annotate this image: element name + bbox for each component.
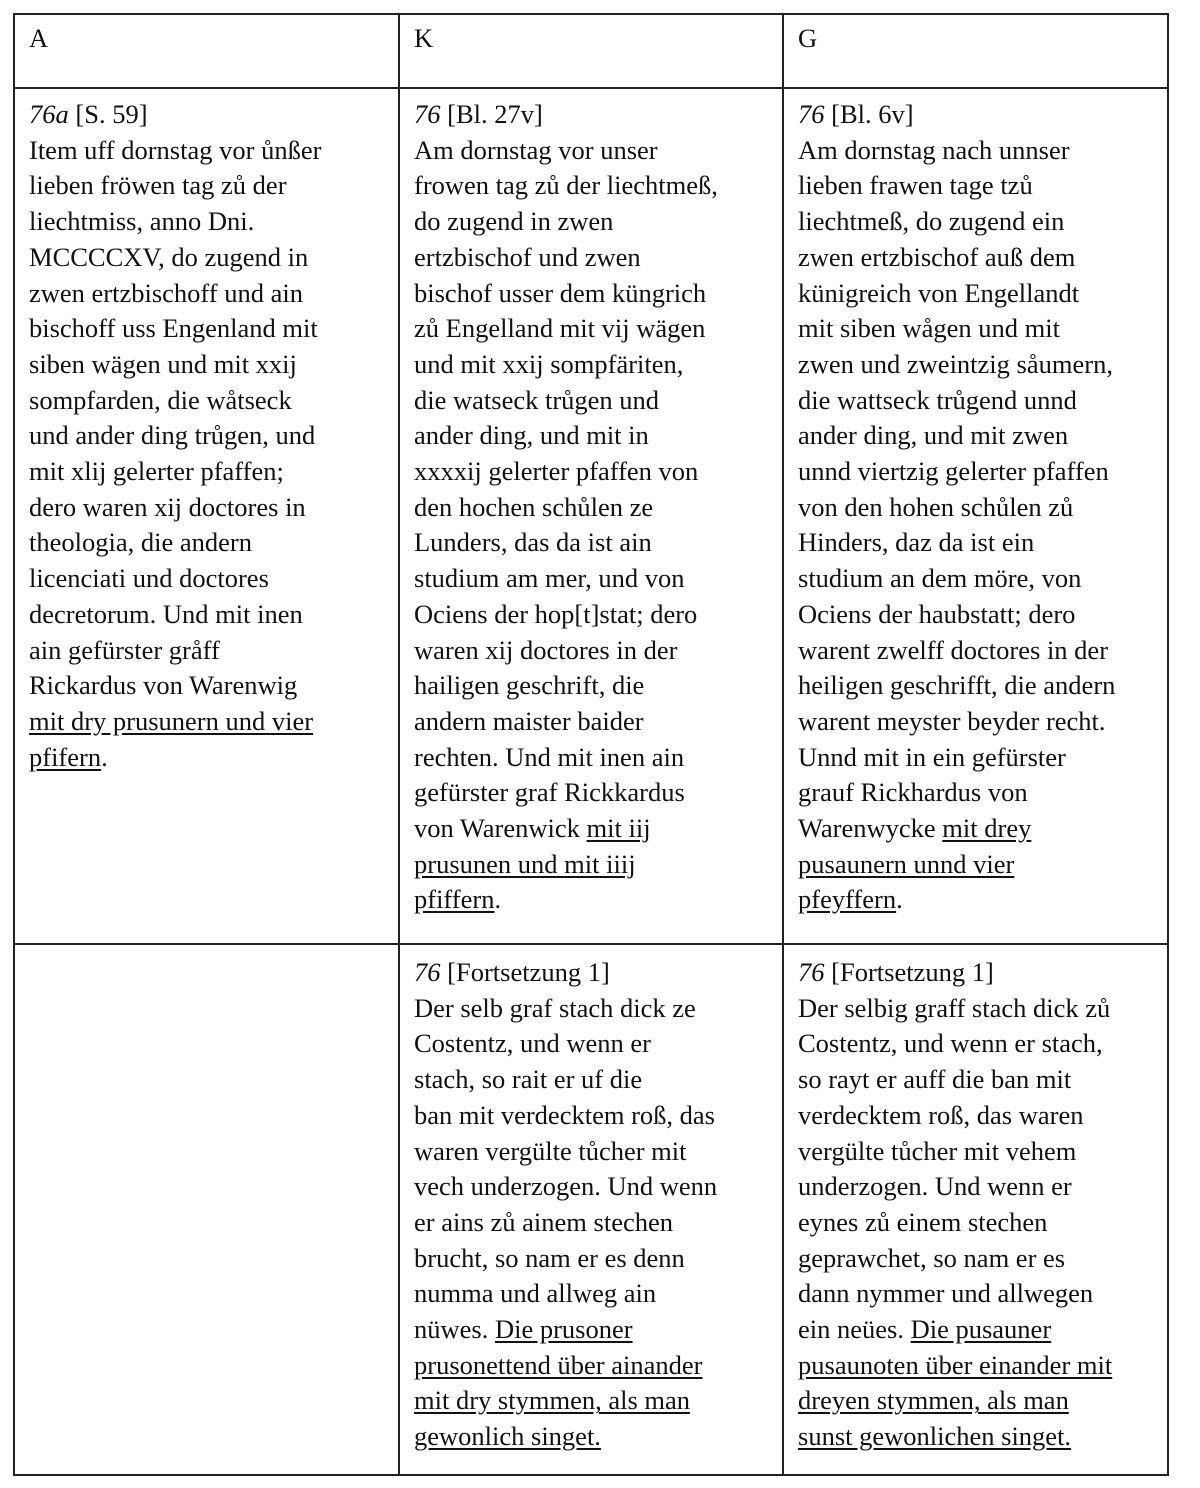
line-text: die watseck trůgen und bbox=[414, 384, 660, 415]
line-text: grauf Rickhardus von bbox=[798, 777, 1028, 808]
line-text: liechtmeß, do zugend ein bbox=[798, 206, 1065, 237]
text-line bbox=[798, 561, 1153, 597]
line-text-after: . bbox=[101, 741, 108, 772]
line-text: theologia, die andern bbox=[29, 527, 252, 558]
line-text: liechtmiss, anno Dni. bbox=[29, 206, 255, 237]
line-text: Hinders, daz da ist ein bbox=[798, 527, 1035, 558]
text-line bbox=[414, 1241, 768, 1277]
text-line bbox=[798, 276, 1153, 312]
text-line bbox=[798, 740, 1153, 776]
text-line bbox=[29, 597, 384, 633]
text-line bbox=[414, 1276, 768, 1312]
text-line bbox=[798, 1419, 1153, 1455]
line-text: Am dornstag vor unser bbox=[414, 134, 658, 165]
text-line bbox=[29, 204, 384, 240]
line-text: underzogen. Und wenn er bbox=[798, 1171, 1072, 1202]
text-line bbox=[29, 168, 384, 204]
text-line bbox=[798, 133, 1153, 169]
text-line bbox=[414, 454, 768, 490]
text-line bbox=[29, 668, 384, 704]
entry-heading bbox=[414, 97, 768, 133]
text-line bbox=[798, 1241, 1153, 1277]
text-line bbox=[798, 1134, 1153, 1170]
cell-a-76a bbox=[14, 88, 399, 944]
underlined-text: prusunen und mit iiij bbox=[414, 848, 636, 879]
line-text: Der selbig graff stach dick zů bbox=[798, 992, 1111, 1023]
underlined-text: pusaunern unnd vier bbox=[798, 848, 1015, 879]
text-line bbox=[798, 1098, 1153, 1134]
text-line bbox=[798, 704, 1153, 740]
text-line bbox=[798, 1062, 1153, 1098]
line-text: so rayt er auff die ban mit bbox=[798, 1064, 1072, 1095]
text-line bbox=[414, 525, 768, 561]
underlined-text: mit dry prusunern und vier bbox=[29, 705, 314, 736]
text-line bbox=[798, 418, 1153, 454]
text-line bbox=[29, 276, 384, 312]
entry-number: 76 bbox=[414, 957, 441, 987]
line-text: zwen und zweintzig såumern, bbox=[798, 348, 1113, 379]
text-line bbox=[29, 347, 384, 383]
underlined-text: prusonettend über ainander bbox=[414, 1349, 703, 1380]
line-text: Costentz, und wenn er bbox=[414, 1028, 651, 1059]
line-text: Rickardus von Warenwig bbox=[29, 670, 298, 701]
line-text: lieben fröwen tag zů der bbox=[29, 170, 287, 201]
line-text: vergülte tůcher mit vehem bbox=[798, 1135, 1077, 1166]
underlined-text: gewonlich singet. bbox=[414, 1421, 601, 1452]
source-reference: [Bl. 27v] bbox=[440, 99, 543, 129]
text-line bbox=[798, 454, 1153, 490]
underlined-text: mit drey bbox=[942, 813, 1032, 844]
line-text: eynes zů einem stechen bbox=[798, 1206, 1048, 1237]
text-line bbox=[798, 1169, 1153, 1205]
line-text: künigreich von Engellandt bbox=[798, 277, 1080, 308]
text-line bbox=[29, 490, 384, 526]
line-text: Am dornstag nach unnser bbox=[798, 134, 1070, 165]
entry-heading bbox=[798, 97, 1153, 133]
line-text: ander ding, und mit in bbox=[414, 420, 649, 451]
line-text: ain gefürster gråff bbox=[29, 634, 220, 665]
entry-heading bbox=[414, 955, 768, 991]
line-text-after: . bbox=[494, 884, 502, 915]
text-line bbox=[414, 311, 768, 347]
underlined-text: pfeyffern bbox=[798, 884, 897, 915]
text-line bbox=[414, 561, 768, 597]
text-line bbox=[414, 633, 768, 669]
text-line bbox=[414, 1026, 768, 1062]
text-line bbox=[798, 1276, 1153, 1312]
text-line bbox=[414, 991, 768, 1027]
underlined-text: dreyen stymmen, als man bbox=[798, 1385, 1069, 1416]
text-line bbox=[798, 525, 1153, 561]
text-line bbox=[414, 775, 768, 811]
source-reference: [Bl. 6v] bbox=[824, 99, 914, 129]
line-text: Ociens der haubstatt; dero bbox=[798, 598, 1076, 629]
line-text: frowen tag zů der liechtmeß, bbox=[414, 170, 718, 201]
text-line bbox=[29, 561, 384, 597]
line-text: die wattseck trůgend unnd bbox=[798, 384, 1077, 415]
entry-heading bbox=[29, 97, 384, 133]
synopsis-table bbox=[13, 13, 1169, 1476]
text-line bbox=[29, 418, 384, 454]
line-text: mit xlij gelerter pfaffen; bbox=[29, 456, 284, 487]
line-text: warent meyster beyder recht. bbox=[798, 705, 1106, 736]
text-line bbox=[798, 775, 1153, 811]
table-row bbox=[14, 88, 1168, 944]
line-text: siben wägen und mit xxij bbox=[29, 348, 297, 379]
underlined-text: pfiffern bbox=[414, 884, 495, 915]
text-line bbox=[414, 1169, 768, 1205]
text-line bbox=[798, 633, 1153, 669]
text-line bbox=[798, 597, 1153, 633]
line-text: xxxxij gelerter pfaffen von bbox=[414, 456, 699, 487]
line-text: brucht, so nam er es denn bbox=[414, 1242, 685, 1273]
text-line bbox=[798, 668, 1153, 704]
text-line bbox=[798, 1348, 1153, 1384]
line-text-after: . bbox=[896, 884, 903, 915]
text-line bbox=[414, 847, 768, 883]
text-line bbox=[29, 383, 384, 419]
text-line bbox=[798, 991, 1153, 1027]
line-text: verdecktem roß, das waren bbox=[798, 1099, 1084, 1130]
line-text: numma und allweg ain bbox=[414, 1278, 657, 1309]
source-reference: [Fortsetzung 1] bbox=[824, 957, 994, 987]
text-line bbox=[414, 811, 768, 847]
text-line bbox=[29, 133, 384, 169]
underlined-text: Die prusoner bbox=[494, 1314, 633, 1345]
text-line bbox=[414, 1383, 768, 1419]
line-text: do zugend in zwen bbox=[414, 206, 614, 237]
text-line bbox=[798, 811, 1153, 847]
line-text: mit siben wågen und mit bbox=[798, 313, 1061, 344]
line-text: stach, so rait er uf die bbox=[414, 1064, 643, 1095]
line-text: zwen ertzbischof auß dem bbox=[798, 241, 1076, 272]
text-line bbox=[414, 1134, 768, 1170]
underlined-text: mit iij bbox=[586, 813, 651, 844]
line-text: vech underzogen. Und wenn bbox=[414, 1171, 718, 1202]
text-line bbox=[414, 740, 768, 776]
line-text: rechten. Und mit inen ain bbox=[414, 741, 685, 772]
text-line bbox=[29, 311, 384, 347]
text-line bbox=[798, 882, 1153, 918]
line-text: Item uff dornstag vor ůnßer bbox=[29, 134, 322, 165]
entry-heading bbox=[798, 955, 1153, 991]
column-header-k: K bbox=[399, 14, 783, 88]
text-line bbox=[414, 240, 768, 276]
entry-number: 76 bbox=[798, 957, 825, 987]
line-text: gefürster graf Rickkardus bbox=[414, 777, 685, 808]
text-line bbox=[798, 847, 1153, 883]
line-text: waren vergülte tůcher mit bbox=[414, 1135, 687, 1166]
cell-k-76-continuation bbox=[399, 944, 783, 1475]
text-line bbox=[29, 525, 384, 561]
line-text: bischoff uss Engenland mit bbox=[29, 313, 318, 344]
line-text: Costentz, und wenn er stach, bbox=[798, 1028, 1103, 1059]
cell-a-empty bbox=[14, 944, 399, 1475]
text-line bbox=[798, 311, 1153, 347]
line-text: ein neües. bbox=[798, 1314, 911, 1345]
line-text: studium am mer, und von bbox=[414, 563, 685, 594]
text-line bbox=[414, 133, 768, 169]
line-text: und ander ding trůgen, und bbox=[29, 420, 316, 451]
line-text: von Warenwick bbox=[414, 813, 587, 844]
text-line bbox=[414, 882, 768, 918]
text-line bbox=[414, 1419, 768, 1455]
line-text: ander ding, und mit zwen bbox=[798, 420, 1069, 451]
line-text: Unnd mit in ein gefürster bbox=[798, 741, 1066, 772]
line-text: waren xij doctores in der bbox=[414, 634, 678, 665]
line-text: warent zwelff doctores in der bbox=[798, 634, 1109, 665]
underlined-text: sunst gewonlichen singet. bbox=[798, 1421, 1072, 1452]
entry-number: 76a bbox=[29, 99, 69, 129]
line-text: zů Engelland mit vij wägen bbox=[414, 313, 706, 344]
line-text: dann nymmer und allwegen bbox=[798, 1278, 1094, 1309]
text-line bbox=[414, 276, 768, 312]
text-line bbox=[798, 240, 1153, 276]
underlined-text: mit dry stymmen, als man bbox=[414, 1385, 691, 1416]
text-line bbox=[798, 1026, 1153, 1062]
line-text: hailigen geschrift, die bbox=[414, 670, 645, 701]
text-line bbox=[414, 347, 768, 383]
text-line bbox=[29, 240, 384, 276]
text-line bbox=[798, 1312, 1153, 1348]
entry-number: 76 bbox=[798, 99, 825, 129]
text-line bbox=[414, 1348, 768, 1384]
text-line bbox=[798, 490, 1153, 526]
text-line bbox=[29, 454, 384, 490]
text-line bbox=[414, 168, 768, 204]
underlined-text: pusaunoten über einander mit bbox=[798, 1349, 1113, 1380]
text-line bbox=[414, 1205, 768, 1241]
column-header-g: G bbox=[783, 14, 1168, 88]
line-text: Der selb graf stach dick ze bbox=[414, 992, 696, 1023]
line-text: geprawchet, so nam er es bbox=[798, 1242, 1066, 1273]
line-text: dero waren xij doctores in bbox=[29, 491, 306, 522]
line-text: andern maister baider bbox=[414, 705, 644, 736]
source-reference: [S. 59] bbox=[68, 99, 148, 129]
text-line bbox=[29, 704, 384, 740]
text-line bbox=[798, 1205, 1153, 1241]
text-line bbox=[798, 1383, 1153, 1419]
text-line bbox=[798, 204, 1153, 240]
text-line bbox=[414, 490, 768, 526]
text-line bbox=[414, 597, 768, 633]
line-text: den hochen schůlen ze bbox=[414, 491, 654, 522]
table-row bbox=[14, 944, 1168, 1475]
line-text: heiligen geschrifft, die andern bbox=[798, 670, 1116, 701]
line-text: ertzbischof und zwen bbox=[414, 241, 641, 272]
text-line bbox=[798, 347, 1153, 383]
line-text: sompfarden, die wåtseck bbox=[29, 384, 292, 415]
cell-g-76-continuation bbox=[783, 944, 1168, 1475]
line-text: MCCCCXV, do zugend in bbox=[29, 241, 309, 272]
entry-number: 76 bbox=[414, 99, 441, 129]
cell-k-76 bbox=[399, 88, 783, 944]
underlined-text: pfifern bbox=[29, 741, 102, 772]
cell-g-76 bbox=[783, 88, 1168, 944]
line-text: Warenwycke bbox=[798, 813, 943, 844]
line-text: Lunders, das da ist ain bbox=[414, 527, 652, 558]
source-reference: [Fortsetzung 1] bbox=[440, 957, 610, 987]
column-header-a: A bbox=[14, 14, 399, 88]
line-text: licenciati und doctores bbox=[29, 563, 269, 594]
line-text: studium an dem möre, von bbox=[798, 563, 1082, 594]
text-line bbox=[414, 1098, 768, 1134]
line-text: zwen ertzbischoff und ain bbox=[29, 277, 303, 308]
text-line bbox=[29, 633, 384, 669]
line-text: und mit xxij sompfäriten, bbox=[414, 348, 684, 379]
underlined-text: Die pusauner bbox=[910, 1314, 1052, 1345]
line-text: nüwes. bbox=[414, 1314, 495, 1345]
line-text: decretorum. Und mit inen bbox=[29, 598, 303, 629]
text-line bbox=[414, 1312, 768, 1348]
line-text: von den hohen schůlen zů bbox=[798, 491, 1074, 522]
text-line bbox=[414, 383, 768, 419]
text-line bbox=[414, 1062, 768, 1098]
text-line bbox=[798, 383, 1153, 419]
text-line bbox=[414, 668, 768, 704]
header-row bbox=[14, 14, 1168, 88]
text-line bbox=[798, 168, 1153, 204]
text-line bbox=[414, 704, 768, 740]
text-line bbox=[414, 204, 768, 240]
line-text: er ains zů ainem stechen bbox=[414, 1206, 673, 1237]
line-text: lieben frawen tage tzů bbox=[798, 170, 1033, 201]
text-line bbox=[29, 740, 384, 776]
line-text: unnd viertzig gelerter pfaffen bbox=[798, 456, 1109, 487]
line-text: ban mit verdecktem roß, das bbox=[414, 1099, 715, 1130]
line-text: Ociens der hop[t]stat; dero bbox=[414, 598, 698, 629]
text-line bbox=[414, 418, 768, 454]
line-text: bischof usser dem küngrich bbox=[414, 277, 707, 308]
